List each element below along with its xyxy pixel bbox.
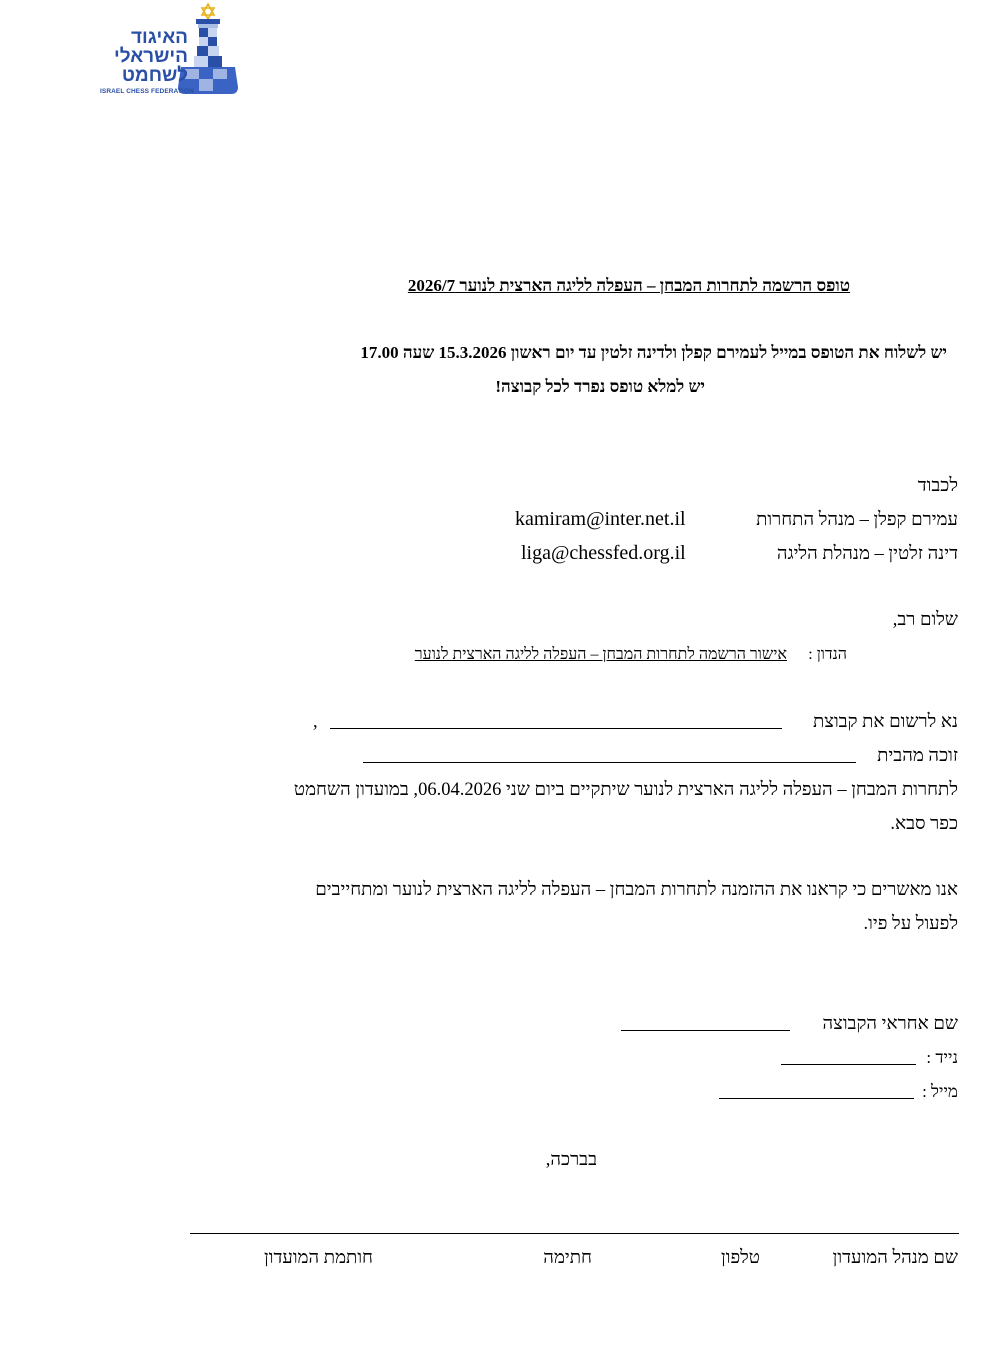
addressee-person2: דינה זלטין – מנהלת הליגה — [776, 544, 958, 564]
winner-label: זוכה מהבית — [877, 746, 958, 766]
addressee-email2[interactable]: liga@chessfed.org.il — [521, 542, 686, 564]
sig-phone: טלפון — [721, 1248, 760, 1268]
confirm-line2: לפעול על פיו. — [863, 914, 958, 934]
mobile-blank[interactable] — [781, 1064, 916, 1065]
closing: בברכה, — [545, 1150, 597, 1170]
logo-line2: הישראלי — [114, 46, 188, 67]
competition-line2: כפר סבא. — [890, 814, 958, 834]
signature-blank[interactable] — [190, 1233, 959, 1234]
instructions-line1: יש לשלוח את הטופס במייל לעמירם קפלן ולדינה זלטין עד יום ראשון 15.3.2026 שעה 17.00 — [360, 343, 947, 362]
addressee-email1[interactable]: kamiram@inter.net.il — [515, 508, 686, 530]
email-blank[interactable] — [719, 1098, 914, 1099]
addressee-person1: עמירם קפלן – מנהל התחרות — [756, 510, 958, 530]
register-label: נא לרשום את קבוצת — [812, 712, 958, 732]
manager-label: שם אחראי הקבוצה — [822, 1014, 958, 1034]
manager-name-blank[interactable] — [621, 1030, 790, 1031]
logo-line3: לשחמט — [121, 65, 188, 86]
form-title: טופס הרשמה לתחרות המבחן – העפלה לליגה הארצית לנוער 2026/7 — [407, 276, 850, 295]
sig-stamp: חותמת המועדון — [264, 1248, 373, 1268]
subject-label: הנדון : — [808, 646, 847, 663]
mobile-label: נייד : — [926, 1048, 958, 1067]
logo-subtitle: ISRAEL CHESS FEDERATION — [100, 88, 194, 95]
team-name-blank[interactable] — [330, 728, 782, 729]
email-label: מייל : — [922, 1082, 958, 1101]
competition-line1: לתחרות המבחן – העפלה לליגה הארצית לנוער שיתקיים ביום שני 06.04.2026, במועדון השחמט — [293, 780, 958, 800]
subject-text: אישור הרשמה לתחרות המבחן – העפלה לליגה הארצית לנוער — [414, 646, 787, 663]
instructions-line2: יש למלא טופס נפרד לכל קבוצה! — [495, 377, 705, 396]
confirm-line1: אנו מאשרים כי קראנו את ההזמנה לתחרות המבחן – העפלה לליגה הארצית לנוער ומתחייבים — [315, 880, 958, 900]
greeting: שלום רב, — [892, 610, 958, 630]
sig-manager-name: שם מנהל המועדון — [832, 1248, 958, 1268]
addressee-to: לכבוד — [917, 476, 958, 496]
winner-group-blank[interactable] — [363, 762, 856, 763]
register-comma: , — [313, 712, 318, 732]
sig-signature: חתימה — [543, 1248, 592, 1268]
logo-line1: האיגוד — [130, 27, 188, 48]
logo — [95, 2, 240, 97]
